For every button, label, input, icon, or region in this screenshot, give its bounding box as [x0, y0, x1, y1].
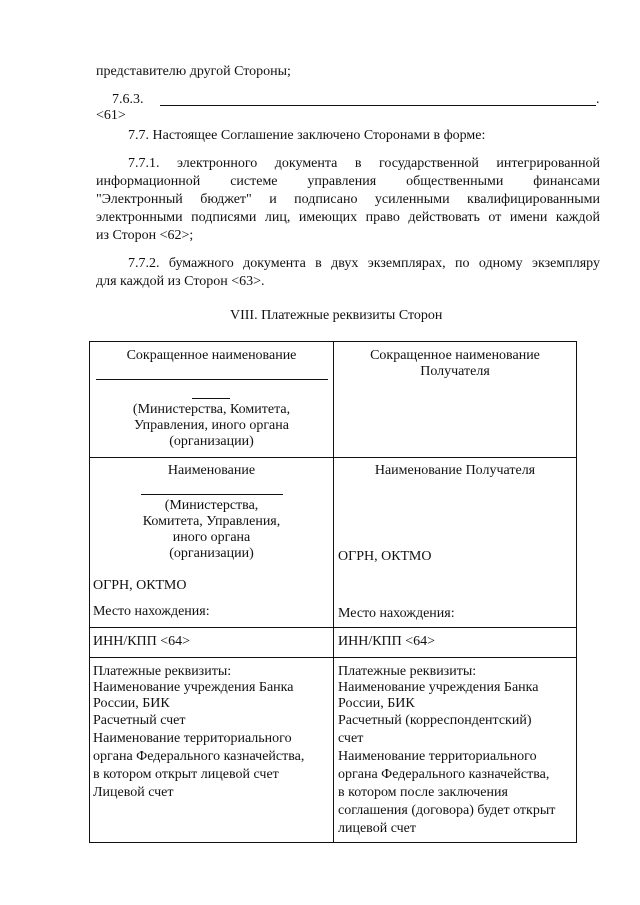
clause-7-7-2-line: для каждой из Сторон <63>. [96, 274, 265, 289]
row4-left-line: в котором открыт лицевой счет [93, 767, 279, 782]
row4-right-line: в котором после заключения [338, 785, 508, 800]
row4-left-line: органа Федерального казначейства, [93, 749, 305, 764]
row4-right-line: России, БИК [338, 696, 415, 711]
row2-right-ogrn: ОГРН, ОКТМО [338, 549, 432, 564]
row1-left-note: (Министерства, Комитета, [132, 402, 291, 417]
row4-left-line: России, БИК [93, 696, 170, 711]
table-border-middle [333, 341, 334, 843]
row1-right-title: Получателя [420, 364, 490, 379]
row4-right-line: Наименование учреждения Банка [338, 680, 539, 695]
row4-left-line: Наименование территориального [93, 731, 292, 746]
row4-left-line: Расчетный счет [93, 713, 186, 728]
clause-7-6-3-number: 7.6.3. [112, 92, 144, 107]
row4-right-line: счет [338, 731, 364, 746]
row4-left-line: Наименование учреждения Банка [93, 680, 294, 695]
row4-right-line: Наименование территориального [338, 749, 537, 764]
table-border-right [576, 341, 577, 843]
clause-7-7-1-line: электронными подписями лиц, имеющих право действовать от имени каждой [96, 210, 600, 225]
row4-right-line: Платежные реквизиты: [338, 664, 477, 679]
row4-right-line: лицевой счет [338, 821, 416, 836]
footnote-ref-61: <61> [96, 108, 126, 123]
clause-7-7: 7.7. Настоящее Соглашение заключено Сторонами в форме: [128, 128, 486, 143]
row1-left-note: (организации) [169, 434, 254, 449]
row4-left-line: Лицевой счет [93, 785, 174, 800]
clause-7-6-3-period: . [596, 92, 600, 107]
row2-left-note: иного органа [172, 530, 251, 545]
paragraph-tail: представителю другой Стороны; [96, 64, 291, 79]
row4-right-line: органа Федерального казначейства, [338, 767, 550, 782]
clause-7-7-2-line: 7.7.2. бумажного документа в двух экземплярах, по одному экземпляру [128, 256, 600, 271]
row2-left-note: (организации) [169, 546, 254, 561]
row1-right-title: Сокращенное наименование [370, 348, 540, 363]
row4-left-line: Платежные реквизиты: [93, 664, 232, 679]
row2-left-location: Место нахождения: [93, 604, 210, 619]
row4-right-line: соглашения (договора) будет открыт [338, 803, 556, 818]
row2-left-note: Комитета, Управления, [142, 514, 281, 529]
row2-left-note: (Министерства, [164, 498, 259, 513]
row1-left-note: Управления, иного органа [134, 418, 289, 433]
row2-right-title: Наименование Получателя [374, 463, 536, 478]
row2-left-title: Наименование [167, 463, 256, 478]
row4-right-line: Расчетный (корреспондентский) [338, 713, 532, 728]
section-title: VIII. Платежные реквизиты Сторон [230, 308, 443, 323]
row1-left-blank [96, 364, 328, 380]
clause-7-7-1-line: "Электронный бюджет" и подписано усиленными квалифицированными [96, 192, 600, 207]
row2-right-location: Место нахождения: [338, 606, 455, 621]
clause-7-6-3-blank [160, 90, 596, 106]
row2-left-ogrn: ОГРН, ОКТМО [93, 578, 187, 593]
row3-left-inn: ИНН/КПП <64> [93, 634, 191, 649]
row3-right-inn: ИНН/КПП <64> [338, 634, 436, 649]
clause-7-7-1-line: информационной системе управления общественными финансами [96, 174, 600, 189]
clause-7-7-1-line: 7.7.1. электронного документа в государственной интегрированной [128, 156, 600, 171]
row2-left-blank [141, 479, 283, 495]
row1-left-title: Сокращенное наименование [126, 348, 297, 363]
clause-7-7-1-line: из Сторон <62>; [96, 228, 194, 243]
row1-left-blank-short [192, 383, 230, 399]
